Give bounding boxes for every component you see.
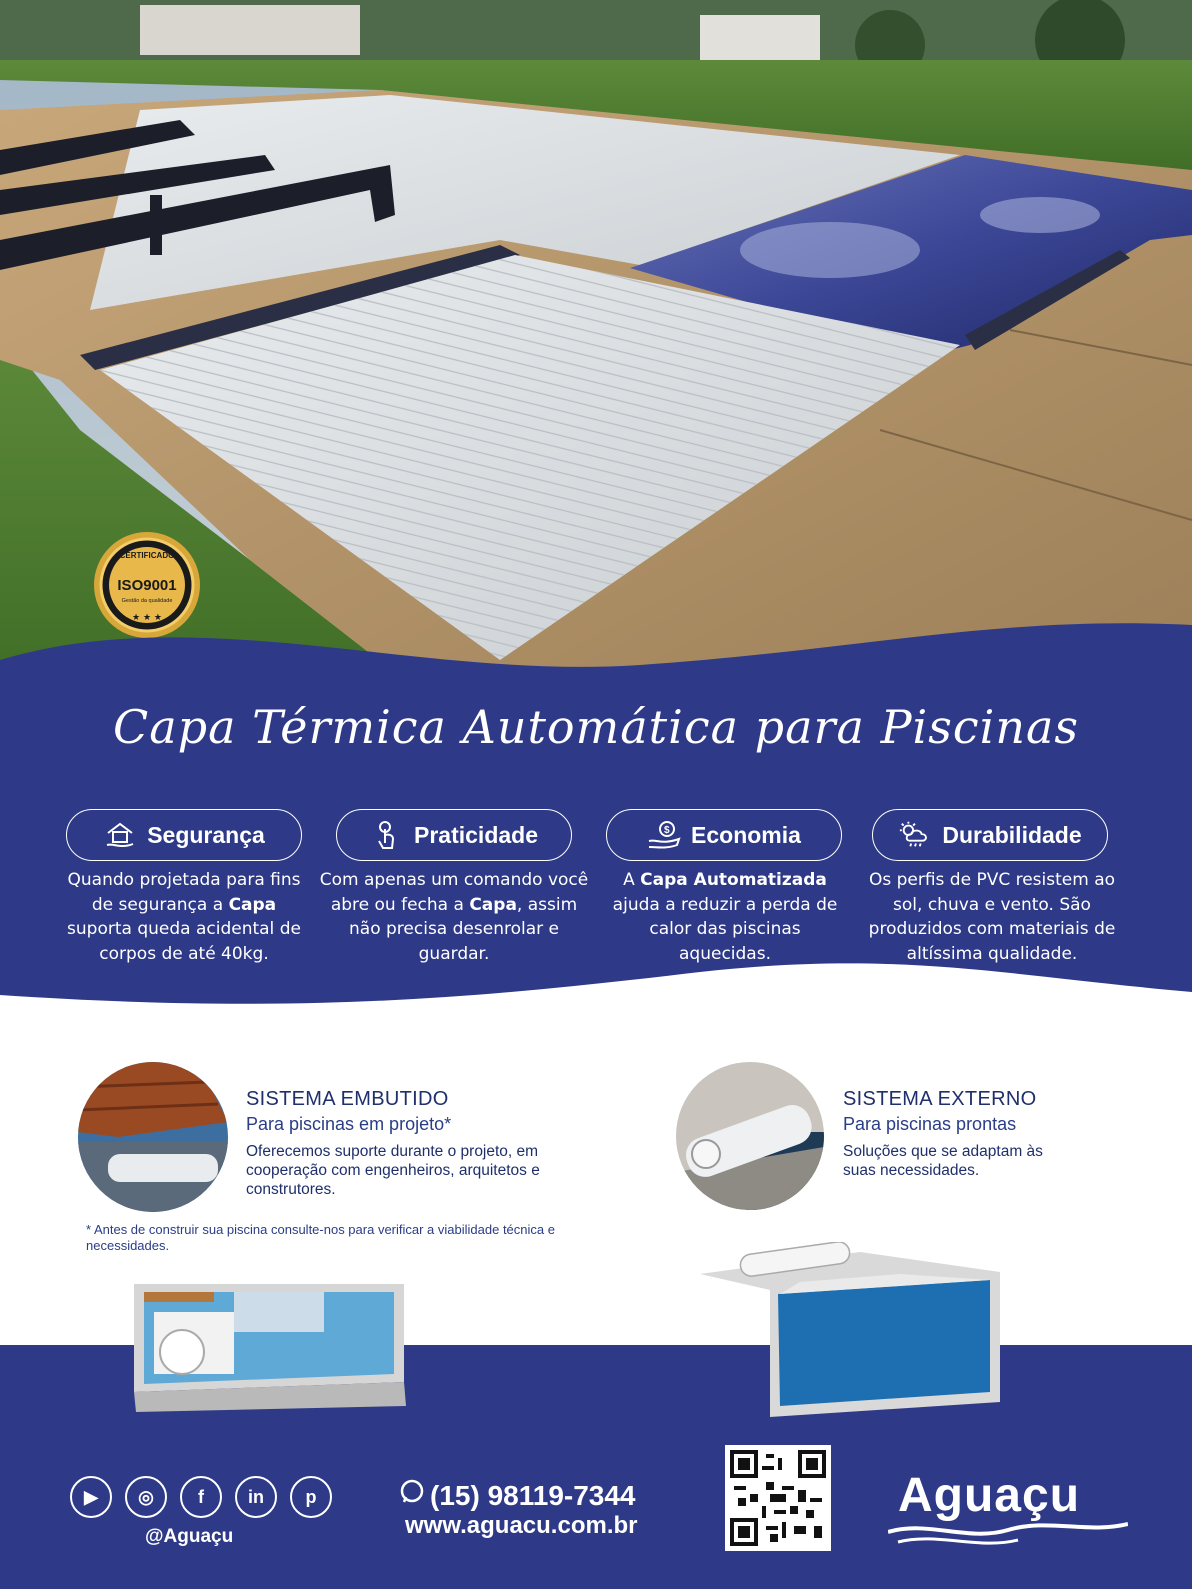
phone-text: (15) 98119-7344 xyxy=(430,1479,636,1511)
embutido-description: Oferecemos suporte durante o projeto, em cooperação com engenheiros, arquitetos e construtores. xyxy=(246,1143,540,1198)
phone-number[interactable] xyxy=(398,1478,636,1513)
weather-icon xyxy=(898,818,932,852)
feature-label: Segurança xyxy=(147,821,265,848)
facebook-icon[interactable]: f xyxy=(180,1476,222,1518)
badge-top-text: CERTIFICADO xyxy=(119,551,175,560)
social-handle[interactable]: @Aguaçu xyxy=(145,1526,234,1547)
externo-photo xyxy=(676,1062,824,1210)
embutido-diagram xyxy=(124,1272,414,1412)
feature-label: Economia xyxy=(691,821,801,848)
feature-label: Praticidade xyxy=(414,821,538,848)
svg-text:★ ★ ★: ★ ★ ★ xyxy=(132,613,162,623)
embutido-photo xyxy=(78,1062,228,1212)
youtube-icon[interactable]: ▶ xyxy=(70,1476,112,1518)
embutido-subtitle: Para piscinas em projeto* xyxy=(246,1114,452,1134)
page-title: Capa Térmica Automática para Piscinas xyxy=(113,700,1079,754)
feature-text-seguranca: Quando projetada para fins de segurança a Capa suporta queda acidental de corpos de até 40kg. xyxy=(67,870,301,964)
website-link[interactable]: www.aguacu.com.br xyxy=(405,1512,638,1539)
badge-sub-text: Gestão da qualidade xyxy=(121,598,173,604)
footnote: * Antes de construir sua piscina consulte-nos para verificar a viabilidade técnica e necessidades. xyxy=(86,1222,555,1253)
house-hand-icon xyxy=(103,818,137,852)
feature-text-durabilidade: Os perfis de PVC resistem ao sol, chuva e vento. São produzidos com materiais de altíssima qualidade. xyxy=(868,870,1116,964)
badge-main-text: ISO9001 xyxy=(117,577,177,594)
svg-text:$: $ xyxy=(664,825,670,836)
externo-title: SISTEMA EXTERNO xyxy=(843,1088,1037,1110)
feature-text-economia: A Capa Automatizada ajuda a reduzir a perda de calor das piscinas aquecidas. xyxy=(612,870,838,964)
externo-subtitle: Para piscinas prontas xyxy=(843,1114,1017,1134)
feature-pill-seguranca xyxy=(66,809,302,861)
feature-label: Durabilidade xyxy=(942,821,1082,848)
feature-pill-praticidade xyxy=(336,809,572,861)
instagram-icon[interactable]: ◎ xyxy=(125,1476,167,1518)
externo-description: Soluções que se adaptam às suas necessidades. xyxy=(843,1143,1043,1179)
brand-logo: Aguaçu xyxy=(898,1469,1081,1522)
money-hand-icon xyxy=(647,818,681,852)
embutido-title: SISTEMA EMBUTIDO xyxy=(246,1088,449,1110)
externo-diagram xyxy=(700,1242,1005,1422)
pinterest-icon[interactable]: p xyxy=(290,1476,332,1518)
touch-finger-icon xyxy=(370,818,404,852)
social-icons xyxy=(70,1476,332,1518)
qr-code[interactable] xyxy=(725,1445,831,1551)
feature-pill-economia xyxy=(606,809,842,861)
linkedin-icon[interactable]: in xyxy=(235,1476,277,1518)
feature-text-praticidade: Com apenas um comando você abre ou fecha a Capa, assim não precisa desenrolar e guardar. xyxy=(319,870,589,964)
feature-pill-durabilidade xyxy=(872,809,1108,861)
whatsapp-icon xyxy=(398,1478,426,1513)
